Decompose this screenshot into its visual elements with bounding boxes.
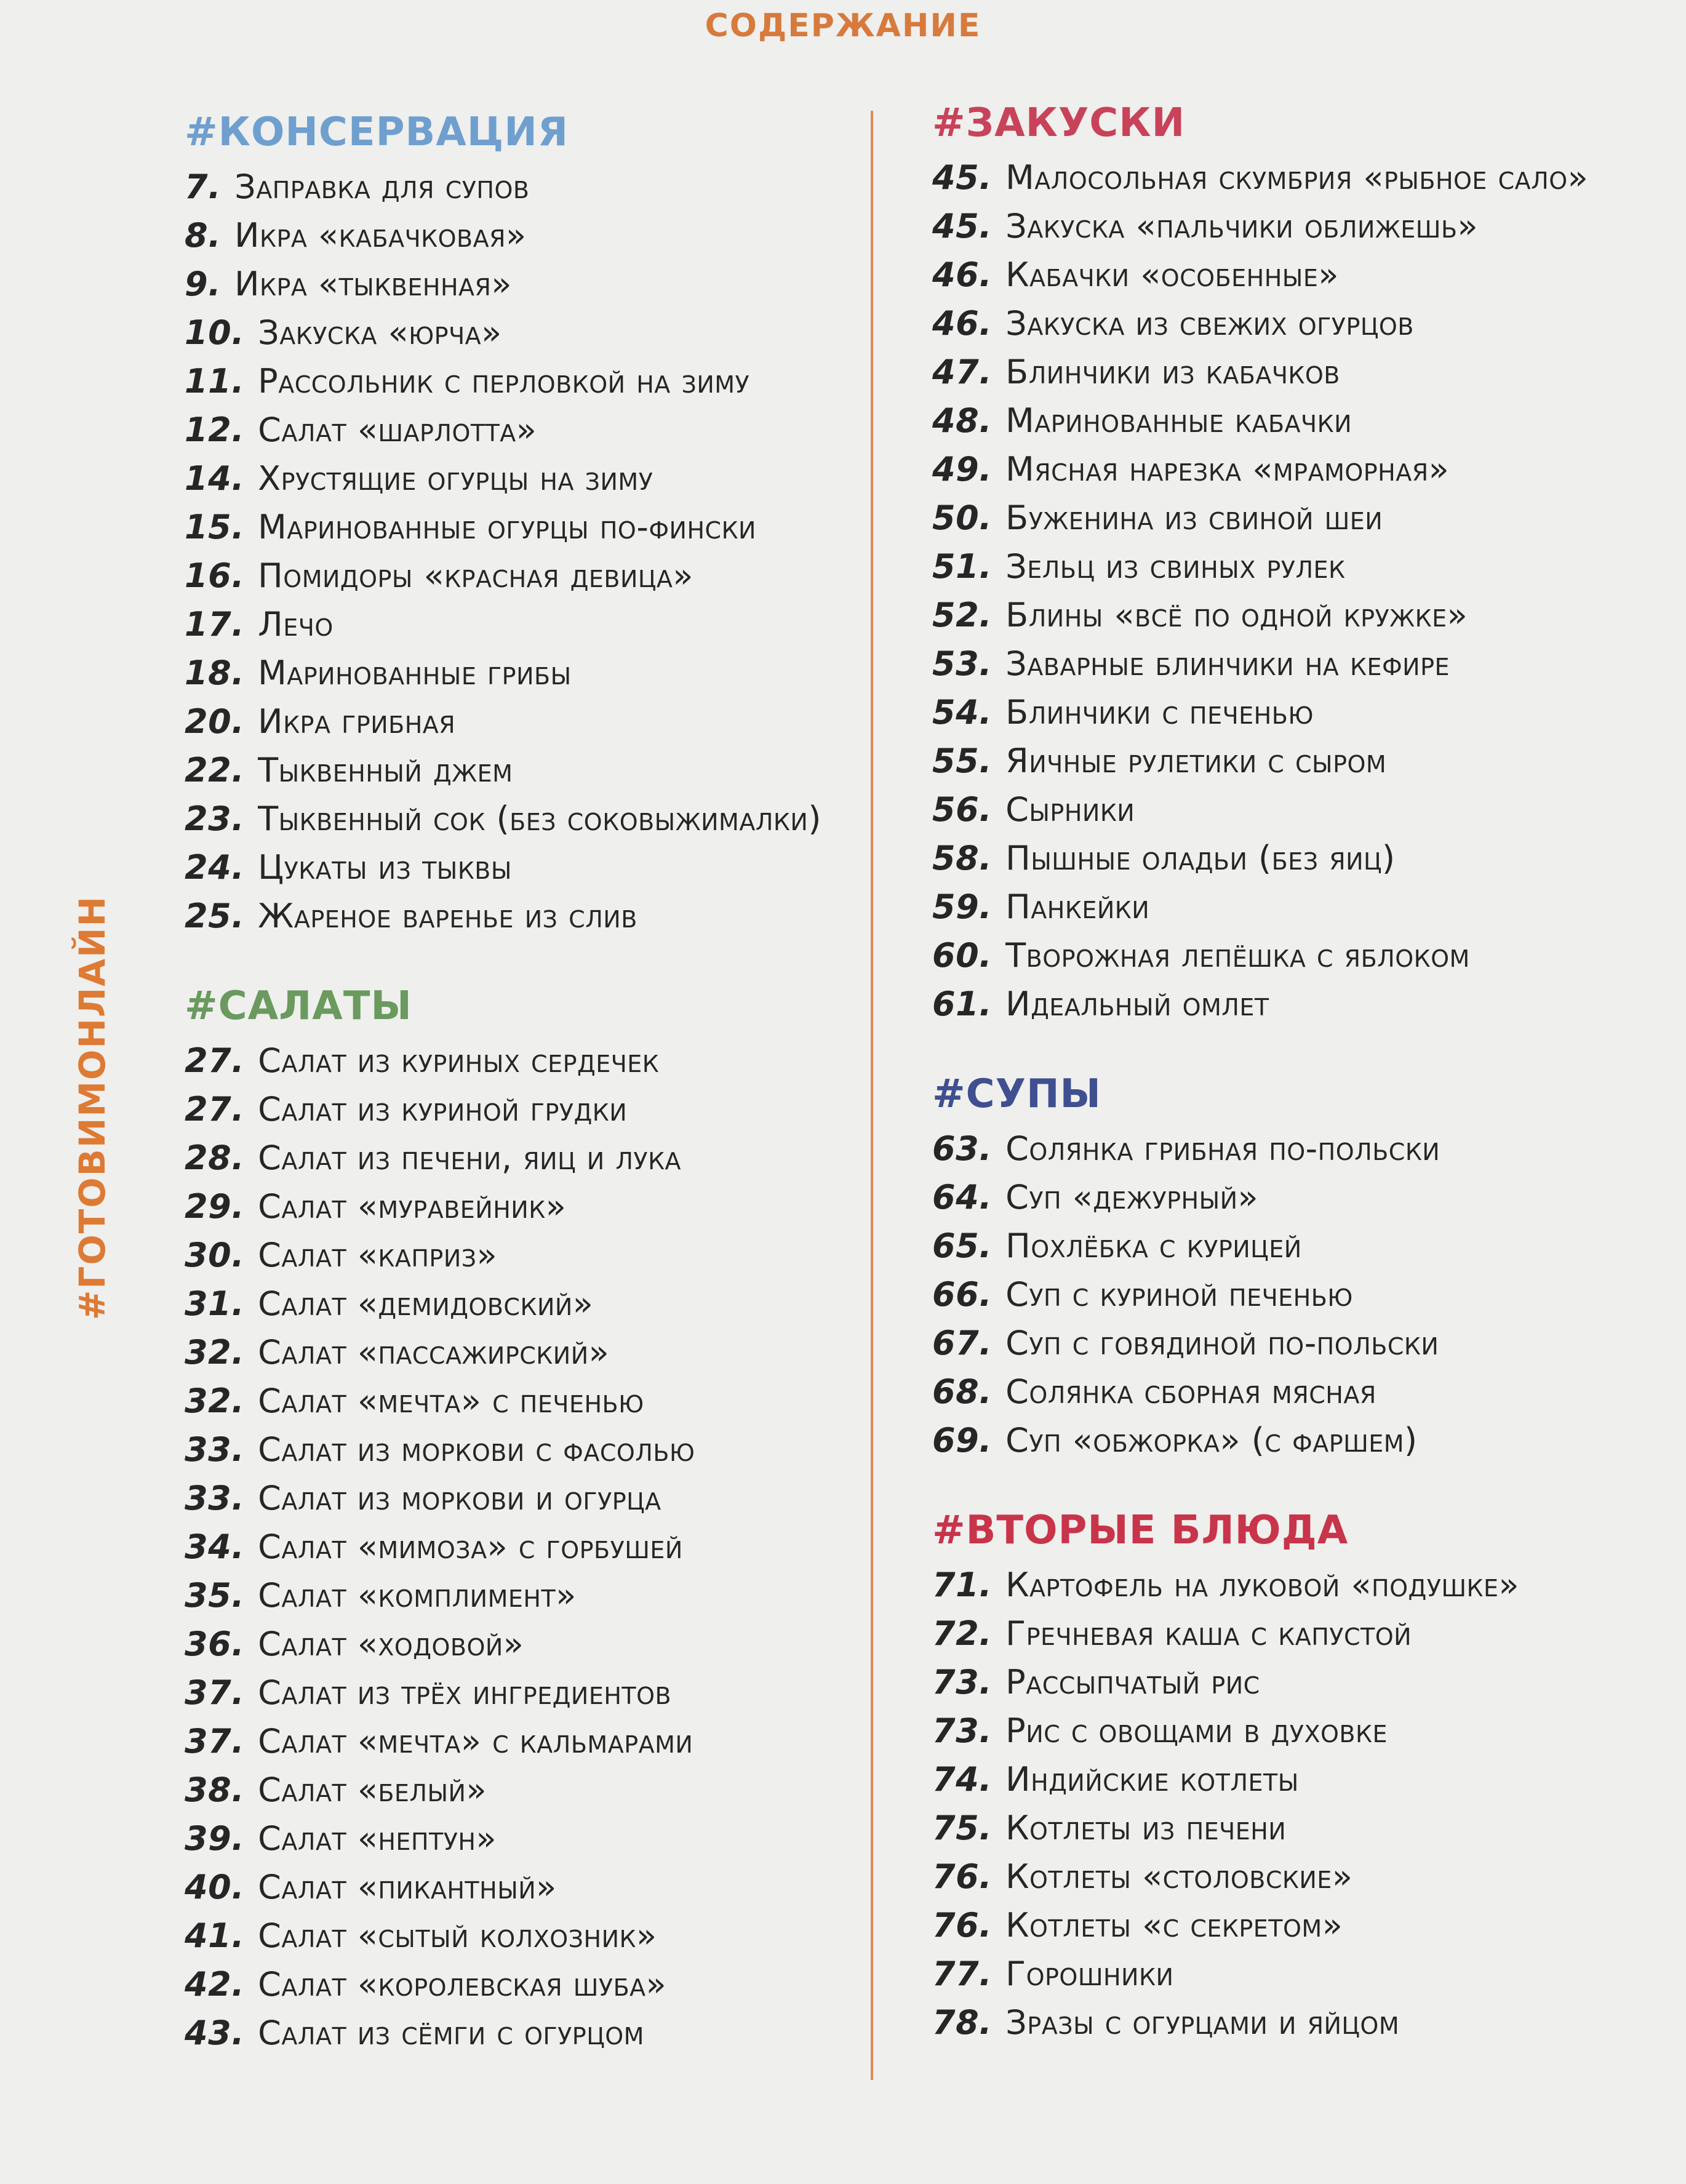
- page-number: 65.: [932, 1226, 993, 1265]
- page-number: 38.: [185, 1770, 245, 1809]
- recipe-title: Блинчики из кабачков: [1005, 353, 1340, 391]
- page-number: 48.: [932, 401, 993, 440]
- toc-entry: [185, 308, 821, 357]
- toc-entry: [932, 542, 1588, 591]
- recipe-title: Зразы с огурцами и яйцом: [1005, 2003, 1400, 2042]
- toc-entry: [932, 591, 1588, 639]
- toc-entry: [932, 1998, 1588, 2047]
- toc-entry: [932, 1901, 1588, 1950]
- recipe-title: Салат «мимоза» с горбушей: [258, 1527, 683, 1566]
- section-soups: [932, 1066, 1588, 1465]
- toc-entry: [185, 211, 821, 260]
- section-salads: [185, 978, 821, 2057]
- toc-entry: [185, 1620, 821, 1668]
- recipe-title: Пышные оладьи (без яиц): [1005, 839, 1396, 878]
- page-number: 8.: [185, 216, 222, 255]
- recipe-title: Котлеты из печени: [1005, 1809, 1287, 1847]
- recipe-title: Закуска «юрча»: [258, 313, 502, 352]
- toc-entry: [185, 1717, 821, 1766]
- toc-entry: [932, 1416, 1588, 1465]
- recipe-title: Яичные рулетики с сыром: [1005, 742, 1387, 780]
- toc-entry: [185, 503, 821, 551]
- page-number: 20.: [185, 702, 245, 741]
- recipe-title: Тыквенный сок (без соковыжималки): [258, 799, 821, 838]
- toc-entry: [185, 1960, 821, 2009]
- recipe-title: Малосольная скумбрия «рыбное сало»: [1005, 158, 1589, 197]
- toc-entry: [185, 406, 821, 454]
- toc-entry: [185, 1766, 821, 1814]
- recipe-title: Картофель на луковой «подушке»: [1005, 1566, 1520, 1604]
- recipe-title: Рис с овощами в духовке: [1005, 1711, 1388, 1750]
- page-number: 7.: [185, 167, 222, 206]
- toc-entry: [932, 980, 1588, 1028]
- recipe-title: Мясная нарезка «мраморная»: [1005, 450, 1450, 489]
- toc-entry: [185, 746, 821, 794]
- recipe-title: Жареное варенье из слив: [258, 897, 637, 935]
- page-number: 31.: [185, 1284, 245, 1323]
- toc-entry: [932, 1561, 1588, 1609]
- page-number: 59.: [932, 887, 993, 926]
- toc-entry: [185, 2009, 821, 2057]
- recipe-title: Салат «нептун»: [258, 1819, 497, 1858]
- recipe-title: Икра грибная: [258, 702, 456, 741]
- recipe-title: Помидоры «красная девица»: [258, 556, 693, 595]
- page-number: 68.: [932, 1372, 993, 1411]
- toc-entry: [185, 1814, 821, 1863]
- recipe-title: Творожная лепёшка с яблоком: [1005, 936, 1470, 975]
- page-number: 24.: [185, 848, 245, 887]
- recipe-title: Хрустящие огурцы на зиму: [258, 459, 653, 498]
- recipe-title: Гречневая каша с капустой: [1005, 1614, 1412, 1653]
- recipe-title: Маринованные огурцы по-фински: [258, 508, 756, 546]
- right-column: [932, 95, 1588, 2085]
- toc-entry: [932, 494, 1588, 542]
- recipe-title: Буженина из свиной шеи: [1005, 498, 1383, 537]
- recipe-title: Салат «муравейник»: [258, 1187, 567, 1226]
- recipe-title: Тыквенный джем: [258, 751, 513, 790]
- recipe-title: Салат «шарлотта»: [258, 410, 537, 449]
- recipe-title: Салат «королевская шуба»: [258, 1965, 667, 2004]
- toc-entry: [932, 1950, 1588, 1998]
- recipe-title: Салат «сытый колхозник»: [258, 1916, 657, 1955]
- page-number: 50.: [932, 498, 993, 537]
- page-number: 46.: [932, 255, 993, 294]
- recipe-title: Суп «обжорка» (с фаршем): [1005, 1421, 1418, 1460]
- toc-entry: [932, 882, 1588, 931]
- recipe-title: Котлеты «столовские»: [1005, 1857, 1353, 1896]
- page-number: 45.: [932, 158, 993, 197]
- page-number: 25.: [185, 897, 245, 935]
- page-number: 16.: [185, 556, 245, 595]
- toc-entry: [932, 931, 1588, 980]
- toc-entry: [185, 600, 821, 649]
- toc-entry: [185, 649, 821, 697]
- toc-entry: [932, 737, 1588, 785]
- recipe-title: Закуска из свежих огурцов: [1005, 304, 1414, 343]
- toc-entry: [932, 1706, 1588, 1755]
- page-number: 37.: [185, 1673, 245, 1712]
- recipe-title: Заварные блинчики на кефире: [1005, 644, 1450, 683]
- section-items: [185, 1036, 821, 2057]
- toc-entry: [185, 1328, 821, 1377]
- toc-entry: [185, 892, 821, 940]
- recipe-title: Суп с куриной печенью: [1005, 1275, 1353, 1314]
- toc-entry: [932, 250, 1588, 299]
- recipe-title: Салат из моркови и огурца: [258, 1479, 661, 1518]
- recipe-title: Солянка сборная мясная: [1005, 1372, 1376, 1411]
- toc-entry: [185, 1134, 821, 1182]
- recipe-title: Лечо: [258, 605, 334, 644]
- page-number: 32.: [185, 1333, 245, 1372]
- page-number: 32.: [185, 1382, 245, 1420]
- page-number: 35.: [185, 1576, 245, 1615]
- recipe-title: Маринованные грибы: [258, 654, 572, 692]
- page-number: 73.: [932, 1711, 993, 1750]
- toc-entry: [185, 1474, 821, 1522]
- toc-entry: [185, 1522, 821, 1571]
- page-number: 52.: [932, 596, 993, 634]
- recipe-title: Заправка для супов: [234, 167, 530, 206]
- toc-entry: [932, 639, 1588, 688]
- toc-entry: [185, 1085, 821, 1134]
- page-number: 46.: [932, 304, 993, 343]
- page-number: 33.: [185, 1430, 245, 1469]
- toc-entry: [932, 688, 1588, 737]
- toc-entry: [932, 153, 1588, 202]
- toc-entry: [932, 396, 1588, 445]
- toc-entry: [185, 1668, 821, 1717]
- section-main-dishes: [932, 1503, 1588, 2047]
- recipe-title: Салат «каприз»: [258, 1236, 498, 1274]
- toc-entry: [932, 445, 1588, 494]
- section-items: [185, 162, 821, 940]
- recipe-title: Горошники: [1005, 1954, 1174, 1993]
- page-number: 42.: [185, 1965, 245, 2004]
- toc-entry: [932, 348, 1588, 396]
- toc-entry: [932, 1755, 1588, 1804]
- page-title: СОДЕРЖАНИЕ: [705, 7, 981, 44]
- page-number: 41.: [185, 1916, 245, 1955]
- recipe-title: Сырники: [1005, 790, 1135, 829]
- page-number: 58.: [932, 839, 993, 878]
- page-number: 54.: [932, 693, 993, 732]
- page-number: 43.: [185, 2014, 245, 2052]
- toc-entry: [185, 843, 821, 892]
- toc-entry: [932, 1658, 1588, 1706]
- toc-entry: [185, 1911, 821, 1960]
- page-number: 55.: [932, 742, 993, 780]
- toc-entry: [185, 1571, 821, 1620]
- page-number: 76.: [932, 1906, 993, 1945]
- toc-entry: [185, 697, 821, 746]
- recipe-title: Зельц из свиных рулек: [1005, 547, 1346, 586]
- toc-entry: [932, 1804, 1588, 1852]
- toc-entry: [185, 260, 821, 308]
- toc-entry: [932, 202, 1588, 250]
- page-number: 76.: [932, 1857, 993, 1896]
- section-title: #САЛАТЫ: [185, 983, 412, 1029]
- recipe-title: Маринованные кабачки: [1005, 401, 1352, 440]
- page-number: 72.: [932, 1614, 993, 1653]
- section-items: [932, 1561, 1588, 2047]
- recipe-title: Салат из куриной грудки: [258, 1090, 628, 1129]
- recipe-title: Икра «тыквенная»: [234, 265, 512, 303]
- left-column: [185, 105, 821, 2095]
- side-hashtag: #ГОТОВИМОНЛАЙН: [71, 895, 113, 1321]
- page-number: 36.: [185, 1625, 245, 1663]
- toc-entry: [932, 299, 1588, 348]
- page-number: 47.: [932, 353, 993, 391]
- page-number: 78.: [932, 2003, 993, 2042]
- section-title: #КОНСЕРВАЦИЯ: [185, 110, 569, 155]
- toc-entry: [932, 1609, 1588, 1658]
- recipe-title: Панкейки: [1005, 887, 1150, 926]
- page-number: 74.: [932, 1760, 993, 1799]
- page-number: 40.: [185, 1868, 245, 1906]
- recipe-title: Индийские котлеты: [1005, 1760, 1299, 1799]
- recipe-title: Цукаты из тыквы: [258, 848, 512, 887]
- page-number: 37.: [185, 1722, 245, 1761]
- page-number: 14.: [185, 459, 245, 498]
- toc-entry: [932, 1852, 1588, 1901]
- recipe-title: Котлеты «с секретом»: [1005, 1906, 1343, 1945]
- recipe-title: Салат из трёх ингредиентов: [258, 1673, 672, 1712]
- page-number: 45.: [932, 207, 993, 246]
- recipe-title: Суп «дежурный»: [1005, 1178, 1259, 1217]
- page-number: 75.: [932, 1809, 993, 1847]
- page-number: 22.: [185, 751, 245, 790]
- page-number: 69.: [932, 1421, 993, 1460]
- recipe-title: Салат «белый»: [258, 1770, 487, 1809]
- recipe-title: Салат «демидовский»: [258, 1284, 594, 1323]
- page-number: 64.: [932, 1178, 993, 1217]
- toc-entry: [185, 1377, 821, 1425]
- recipe-title: Салат «пассажирский»: [258, 1333, 610, 1372]
- recipe-title: Рассольник с перловкой на зиму: [258, 362, 750, 401]
- page-number: 9.: [185, 265, 222, 303]
- section-conservation: [185, 105, 821, 940]
- recipe-title: Кабачки «особенные»: [1005, 255, 1339, 294]
- recipe-title: Салат «ходовой»: [258, 1625, 524, 1663]
- recipe-title: Похлёбка с курицей: [1005, 1226, 1302, 1265]
- page-number: 60.: [932, 936, 993, 975]
- recipe-title: Салат из печени, яиц и лука: [258, 1138, 682, 1177]
- page-number: 10.: [185, 313, 245, 352]
- section-items: [932, 153, 1588, 1028]
- page-number: 12.: [185, 410, 245, 449]
- toc-entry: [185, 1279, 821, 1328]
- recipe-title: Суп с говядиной по-польски: [1005, 1324, 1439, 1362]
- page-number: 34.: [185, 1527, 245, 1566]
- toc-entry: [185, 1182, 821, 1231]
- page-number: 77.: [932, 1954, 993, 1993]
- toc-entry: [932, 1124, 1588, 1173]
- recipe-title: Закуска «пальчики оближешь»: [1005, 207, 1479, 246]
- page-number: 33.: [185, 1479, 245, 1518]
- toc-entry: [932, 785, 1588, 834]
- recipe-title: Блинчики с печенью: [1005, 693, 1314, 732]
- page-number: 51.: [932, 547, 993, 586]
- recipe-title: Салат «мечта» с печенью: [258, 1382, 644, 1420]
- toc-entry: [185, 162, 821, 211]
- page-number: 28.: [185, 1138, 245, 1177]
- page-number: 71.: [932, 1566, 993, 1604]
- recipe-title: Икра «кабачковая»: [234, 216, 527, 255]
- toc-entry: [932, 1222, 1588, 1270]
- toc-entry: [932, 1367, 1588, 1416]
- toc-entry: [185, 1863, 821, 1911]
- recipe-title: Салат из куриных сердечек: [258, 1041, 660, 1080]
- recipe-title: Идеальный омлет: [1005, 985, 1269, 1023]
- recipe-title: Солянка грибная по-польски: [1005, 1129, 1440, 1168]
- toc-entry: [185, 454, 821, 503]
- toc-entry: [185, 1425, 821, 1474]
- recipe-title: Рассыпчатый рис: [1005, 1663, 1260, 1702]
- page-number: 39.: [185, 1819, 245, 1858]
- toc-entry: [932, 1319, 1588, 1367]
- toc-entry: [185, 794, 821, 843]
- page-number: 67.: [932, 1324, 993, 1362]
- section-title: #ВТОРЫЕ БЛЮДА: [932, 1508, 1349, 1553]
- toc-entry: [932, 1173, 1588, 1222]
- recipe-title: Блины «всё по одной кружке»: [1005, 596, 1468, 634]
- page-number: 15.: [185, 508, 245, 546]
- toc-entry: [185, 1036, 821, 1085]
- toc-entry: [185, 357, 821, 406]
- page-number: 63.: [932, 1129, 993, 1168]
- page-number: 49.: [932, 450, 993, 489]
- page-number: 73.: [932, 1663, 993, 1702]
- toc-entry: [185, 1231, 821, 1279]
- page-number: 61.: [932, 985, 993, 1023]
- page-number: 27.: [185, 1041, 245, 1080]
- recipe-title: Салат из сёмги с огурцом: [258, 2014, 644, 2052]
- page-number: 53.: [932, 644, 993, 683]
- page-number: 18.: [185, 654, 245, 692]
- toc-entry: [932, 1270, 1588, 1319]
- page-number: 29.: [185, 1187, 245, 1226]
- page-number: 23.: [185, 799, 245, 838]
- section-snacks: [932, 95, 1588, 1028]
- page-number: 27.: [185, 1090, 245, 1129]
- section-title: #СУПЫ: [932, 1071, 1101, 1117]
- page-number: 11.: [185, 362, 245, 401]
- page-number: 56.: [932, 790, 993, 829]
- recipe-title: Салат из моркови с фасолью: [258, 1430, 695, 1469]
- toc-entry: [932, 834, 1588, 882]
- section-title: #ЗАКУСКИ: [932, 100, 1186, 146]
- column-divider: [871, 111, 873, 2080]
- recipe-title: Салат «мечта» с кальмарами: [258, 1722, 693, 1761]
- recipe-title: Салат «комплимент»: [258, 1576, 577, 1615]
- page-number: 30.: [185, 1236, 245, 1274]
- recipe-title: Салат «пикантный»: [258, 1868, 557, 1906]
- section-items: [932, 1124, 1588, 1465]
- page-number: 17.: [185, 605, 245, 644]
- page-number: 66.: [932, 1275, 993, 1314]
- toc-entry: [185, 551, 821, 600]
